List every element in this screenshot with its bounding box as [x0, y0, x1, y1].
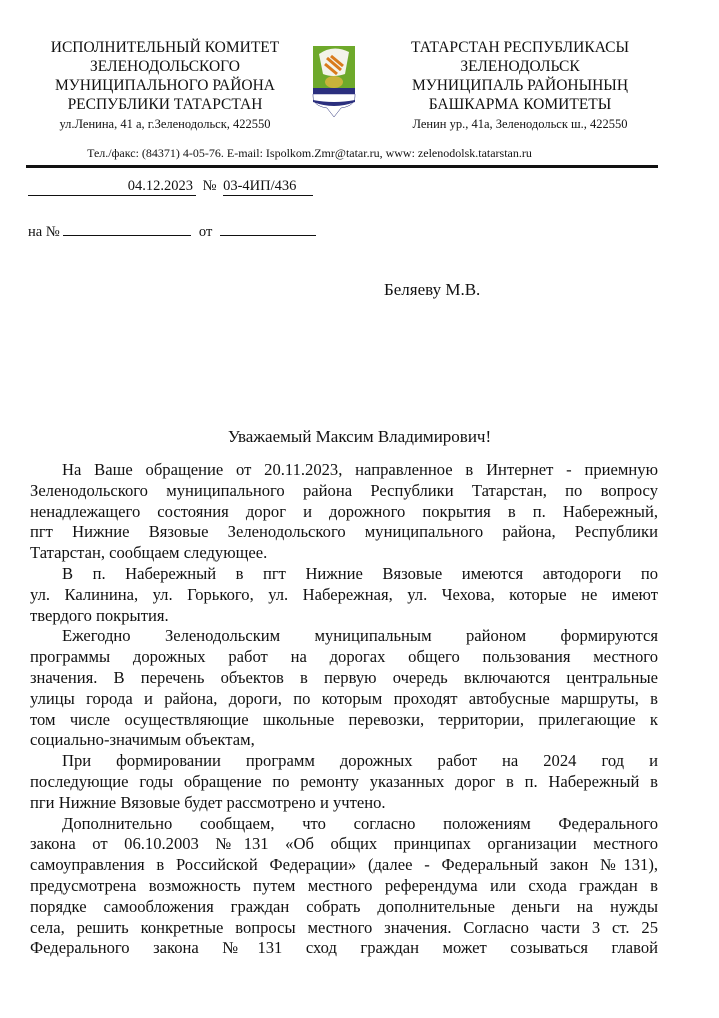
org-name-line: МУНИЦИПАЛЬНОГО РАЙОНА: [55, 77, 275, 94]
paragraph: [30, 751, 658, 813]
org-name-line: МУНИЦИПАЛЬ РАЙОНЫНЫҢ: [411, 77, 629, 94]
text-line: ул. Калинина, ул. Горького, ул. Набережная, ул. Чехова, которые не имеют: [30, 584, 658, 604]
text-line: предусмотрена возможность путем местного референдума или схода граждан в: [30, 875, 658, 895]
paragraph: [30, 460, 658, 564]
ref-date-blank: [220, 218, 316, 236]
ref-from-label: от: [198, 224, 213, 240]
letterhead-right: [375, 38, 665, 133]
text-line: На Ваше обращение от 20.11.2023, направленное в Интернет - приемную: [62, 460, 658, 479]
text-line: социально-значимым объектам,: [30, 730, 255, 750]
org-name-line: БАШКАРМА КОМИТЕТЫ: [428, 96, 612, 113]
text-line: ненадлежащего состояния дорог и дорожного покрытия в п. Набережный,: [30, 501, 658, 521]
text-line: пгт Нижние Вязовые Зеленодольского муниципального района, Республики: [30, 522, 658, 542]
org-name-line: ИСПОЛНИТЕЛЬНЫЙ КОМИТЕТ: [50, 39, 280, 56]
text-line: значения. В перечень объектов в первую очередь включаются центральные: [30, 667, 658, 687]
contact-line: Тел./факс: (84371) 4-05-76. E-mail: Ispolkom.Zmr@tatar.ru, www: zelenodolsk.tatarstan.ru: [87, 146, 532, 160]
reference-line: [28, 218, 316, 241]
letter-date: 04.12.2023: [28, 178, 196, 196]
text-line: Ежегодно Зеленодольским муниципальным районом формируются: [62, 626, 658, 646]
org-name-line: РЕСПУБЛИКИ ТАТАРСТАН: [67, 96, 263, 113]
header-divider: [26, 165, 658, 168]
text-line: улицы города и района, дороги, по которым проходят автобусные маршруты, в: [30, 688, 658, 708]
addressee: Беляеву М.В.: [384, 280, 481, 299]
coat-of-arms-logo: [311, 44, 357, 118]
text-line: порядке самообложения граждан собрать дополнительные деньги на нужды: [30, 896, 658, 916]
text-line: самоуправления в Российской Федерации» (далее - Федеральный закон №131),: [30, 855, 658, 875]
letterhead-left: [20, 38, 310, 133]
number-label: №: [202, 178, 217, 194]
paragraph: [30, 564, 658, 626]
text-line: Федерального закона №131 сход граждан может созываться главой: [30, 938, 658, 958]
org-name-line: ЗЕЛЕНОДОЛЬСК: [460, 58, 580, 75]
org-name-line: ТАТАРСТАН РЕСПУБЛИКАСЫ: [411, 39, 629, 56]
text-line: программы дорожных работ на дорогах общего пользования местного: [30, 647, 658, 667]
text-line: закона от 06.10.2003 №131 «Об общих принципах организации местного: [30, 834, 658, 854]
letter-body: [30, 460, 658, 959]
text-line: пги Нижние Вязовые будет рассмотрено и учтено.: [30, 792, 386, 812]
text-line: Татарстан, сообщаем следующее.: [30, 543, 268, 563]
ref-number-label: на №: [28, 224, 60, 240]
org-name-line: ЗЕЛЕНОДОЛЬСКОГО: [90, 58, 240, 75]
text-line: села, решить конкретные вопросы местного значения. Согласно части 3 ст. 25: [30, 917, 658, 937]
org-address: Ленин ур., 41а, Зеленодольск ш., 422550: [412, 117, 628, 131]
greeting: Уважаемый Максим Владимирович!: [227, 427, 492, 446]
text-line: В п. Набережный в пгт Нижние Вязовые имеются автодороги по: [62, 563, 658, 583]
org-address: ул.Ленина, 41 а, г.Зеленодольск, 422550: [59, 117, 271, 131]
text-line: Зеленодольского муниципального района Республики Татарстан, по вопросу: [30, 480, 658, 500]
text-line: том числе осуществляющие школьные перевозки, территории, прилегающие к: [30, 709, 658, 729]
text-line: Дополнительно сообщаем, что согласно положениям Федерального: [62, 813, 658, 833]
paragraph: [30, 626, 658, 751]
ref-number-blank: [63, 218, 191, 236]
paragraph: [30, 814, 658, 960]
letter-number: 03-4ИП/436: [223, 178, 313, 196]
registration-line: [28, 178, 313, 196]
text-line: твердого покрытия.: [30, 605, 169, 625]
text-line: При формировании программ дорожных работ на 2024 год и: [62, 751, 658, 771]
text-line: последующие годы обращение по ремонту указанных дорог в п. Набережный в: [30, 771, 658, 791]
